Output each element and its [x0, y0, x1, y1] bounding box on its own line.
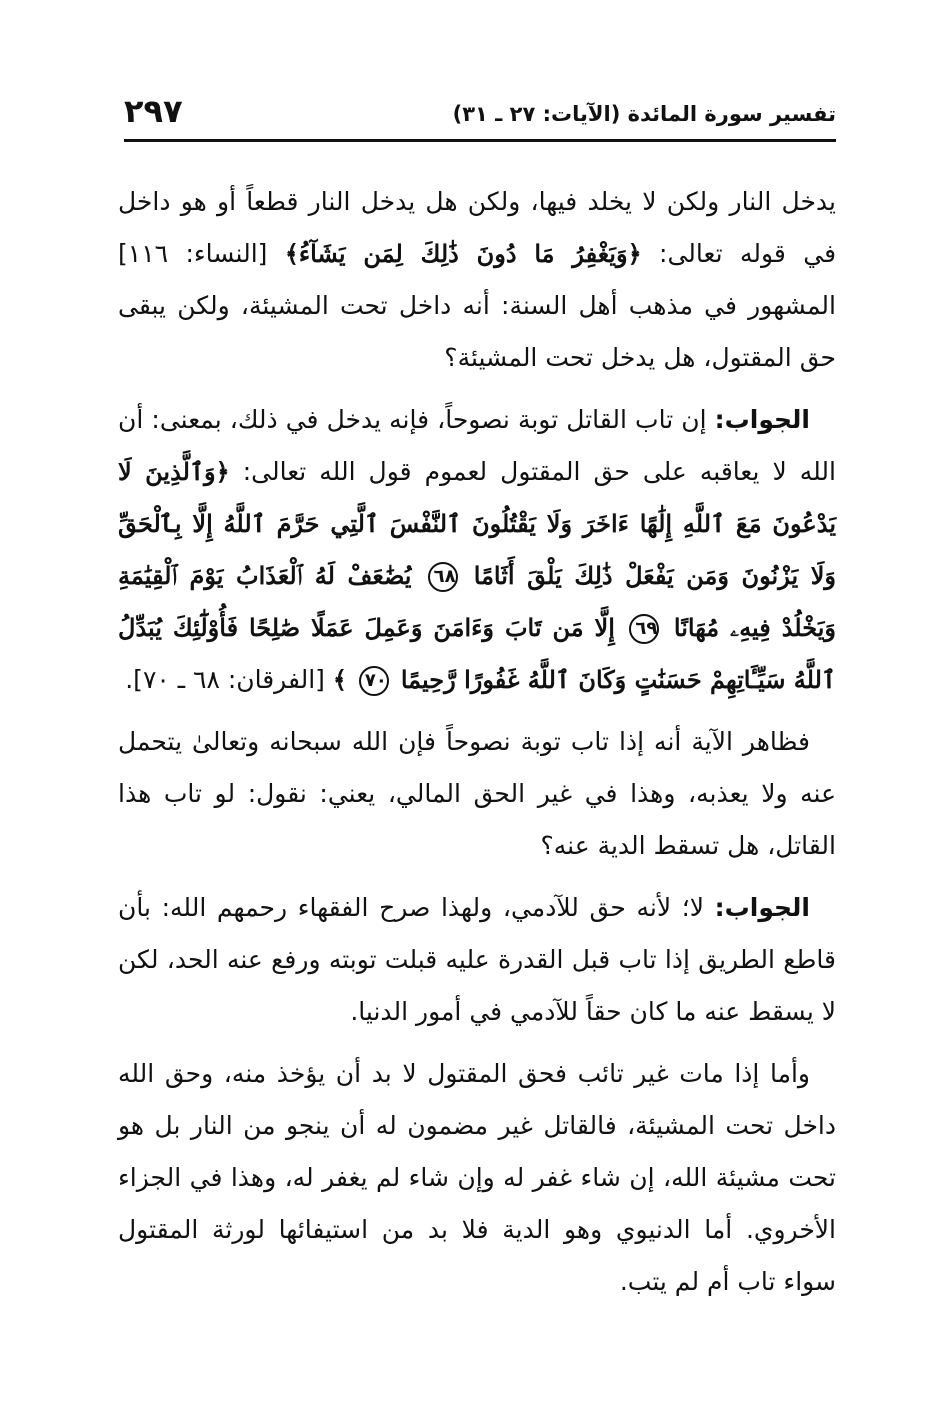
verse-number-marker: ٦٨ — [428, 562, 458, 592]
paragraph-4 — [118, 882, 836, 1038]
verse-reference: [الفرقان: ٦٨ ـ ٧٠]. — [125, 665, 325, 694]
header-title: تفسير سورة المائدة (الآيات: ٢٧ ـ ٣١) — [452, 102, 836, 126]
answer-label: الجواب: — [714, 893, 810, 922]
running-header — [124, 92, 836, 142]
page-number: ٢٩٧ — [124, 92, 183, 130]
paragraph-text: [النساء: ١١٦] المشهور في مذهب أهل السنة: أنه داخل تحت المشيئة، ولكن يبقى حق المقتول، هل يدخل تحت المشيئة؟ — [118, 239, 836, 372]
paragraph-text: إن تاب القاتل توبة نصوحاً، فإنه يدخل في ذلك، بمعنى: أن الله لا يعاقبه على حق المقتول لعموم قول الله تعالى: — [118, 405, 836, 486]
answer-label: الجواب: — [714, 405, 810, 434]
paragraph-2 — [118, 394, 836, 706]
paragraph-text: يدخل النار ولكن لا يخلد فيها، ولكن هل يدخل النار قطعاً أو هو داخل في قوله تعالى: — [118, 187, 837, 268]
verse-number-marker: ٧٠ — [359, 666, 389, 696]
quran-verse: ﴿وَيَغْفِرُ مَا دُونَ ذَٰلِكَ لِمَن يَشَآءُ﴾ — [284, 239, 642, 268]
quran-verse: يُضَٰعَفْ لَهُ ٱلْعَذَابُ يَوْمَ ٱلْقِيَٰمَةِ وَيَخْلُدْ فِيهِۦ مُهَانًا — [118, 561, 837, 642]
paragraph-text: وأما إذا مات غير تائب فحق المقتول لا بد أن يؤخذ منه، وحق الله داخل تحت المشيئة، فالقاتل غير مضمون له أن ينجو من النار بل هو تحت مشيئة الله، إن شاء غفر له وإن شاء لم يغفر له، وهذا في الجزاء الأخروي. أما الدنيوي وهو الدية فلا بد من استيفائها لورثة المقتول سواء تاب أم لم يتب. — [118, 1059, 836, 1296]
page-body — [118, 176, 836, 1318]
paragraph-3 — [118, 716, 836, 872]
verse-number-marker: ٦٩ — [629, 614, 659, 644]
quran-verse: إِلَّا مَن تَابَ وَءَامَنَ وَعَمِلَ عَمَلًا صَٰلِحًا فَأُوْلَٰٓئِكَ يُبَدِّلُ ٱللَّهُ سَيِّـَٔاتِهِمْ حَسَنَٰتٍ وَكَانَ ٱللَّهُ غَفُورًا رَّحِيمًا — [118, 613, 836, 694]
paragraph-text: فظاهر الآية أنه إذا تاب توبة نصوحاً فإن الله سبحانه وتعالىٰ يتحمل عنه ولا يعذبه، وهذا في غير الحق المالي، يعني: نقول: لو تاب هذا القاتل، هل تسقط الدية عنه؟ — [118, 727, 836, 860]
header-rule — [124, 139, 836, 142]
paragraph-5 — [118, 1048, 836, 1308]
paragraph-text: لا؛ لأنه حق للآدمي، ولهذا صرح الفقهاء رحمهم الله: بأن قاطع الطريق إذا تاب قبل القدرة عليه قبلت توبته ورفع عنه الحد، لكن لا يسقط عنه ما كان حقاً للآدمي في أمور الدنيا. — [118, 893, 836, 1026]
paragraph-1 — [118, 176, 836, 384]
quran-verse: ﴿وَٱلَّذِينَ لَا يَدْعُونَ مَعَ ٱللَّهِ إِلَٰهًا ءَاخَرَ وَلَا يَقْتُلُونَ ٱلنَّفْسَ ٱلَّتِي حَرَّمَ ٱللَّهُ إِلَّا بِٱلْحَقِّ وَلَا يَزْنُونَ وَمَن يَفْعَلْ ذَٰلِكَ يَلْقَ أَثَامًا — [118, 457, 836, 590]
quran-verse-close: ﴾ — [332, 665, 347, 694]
